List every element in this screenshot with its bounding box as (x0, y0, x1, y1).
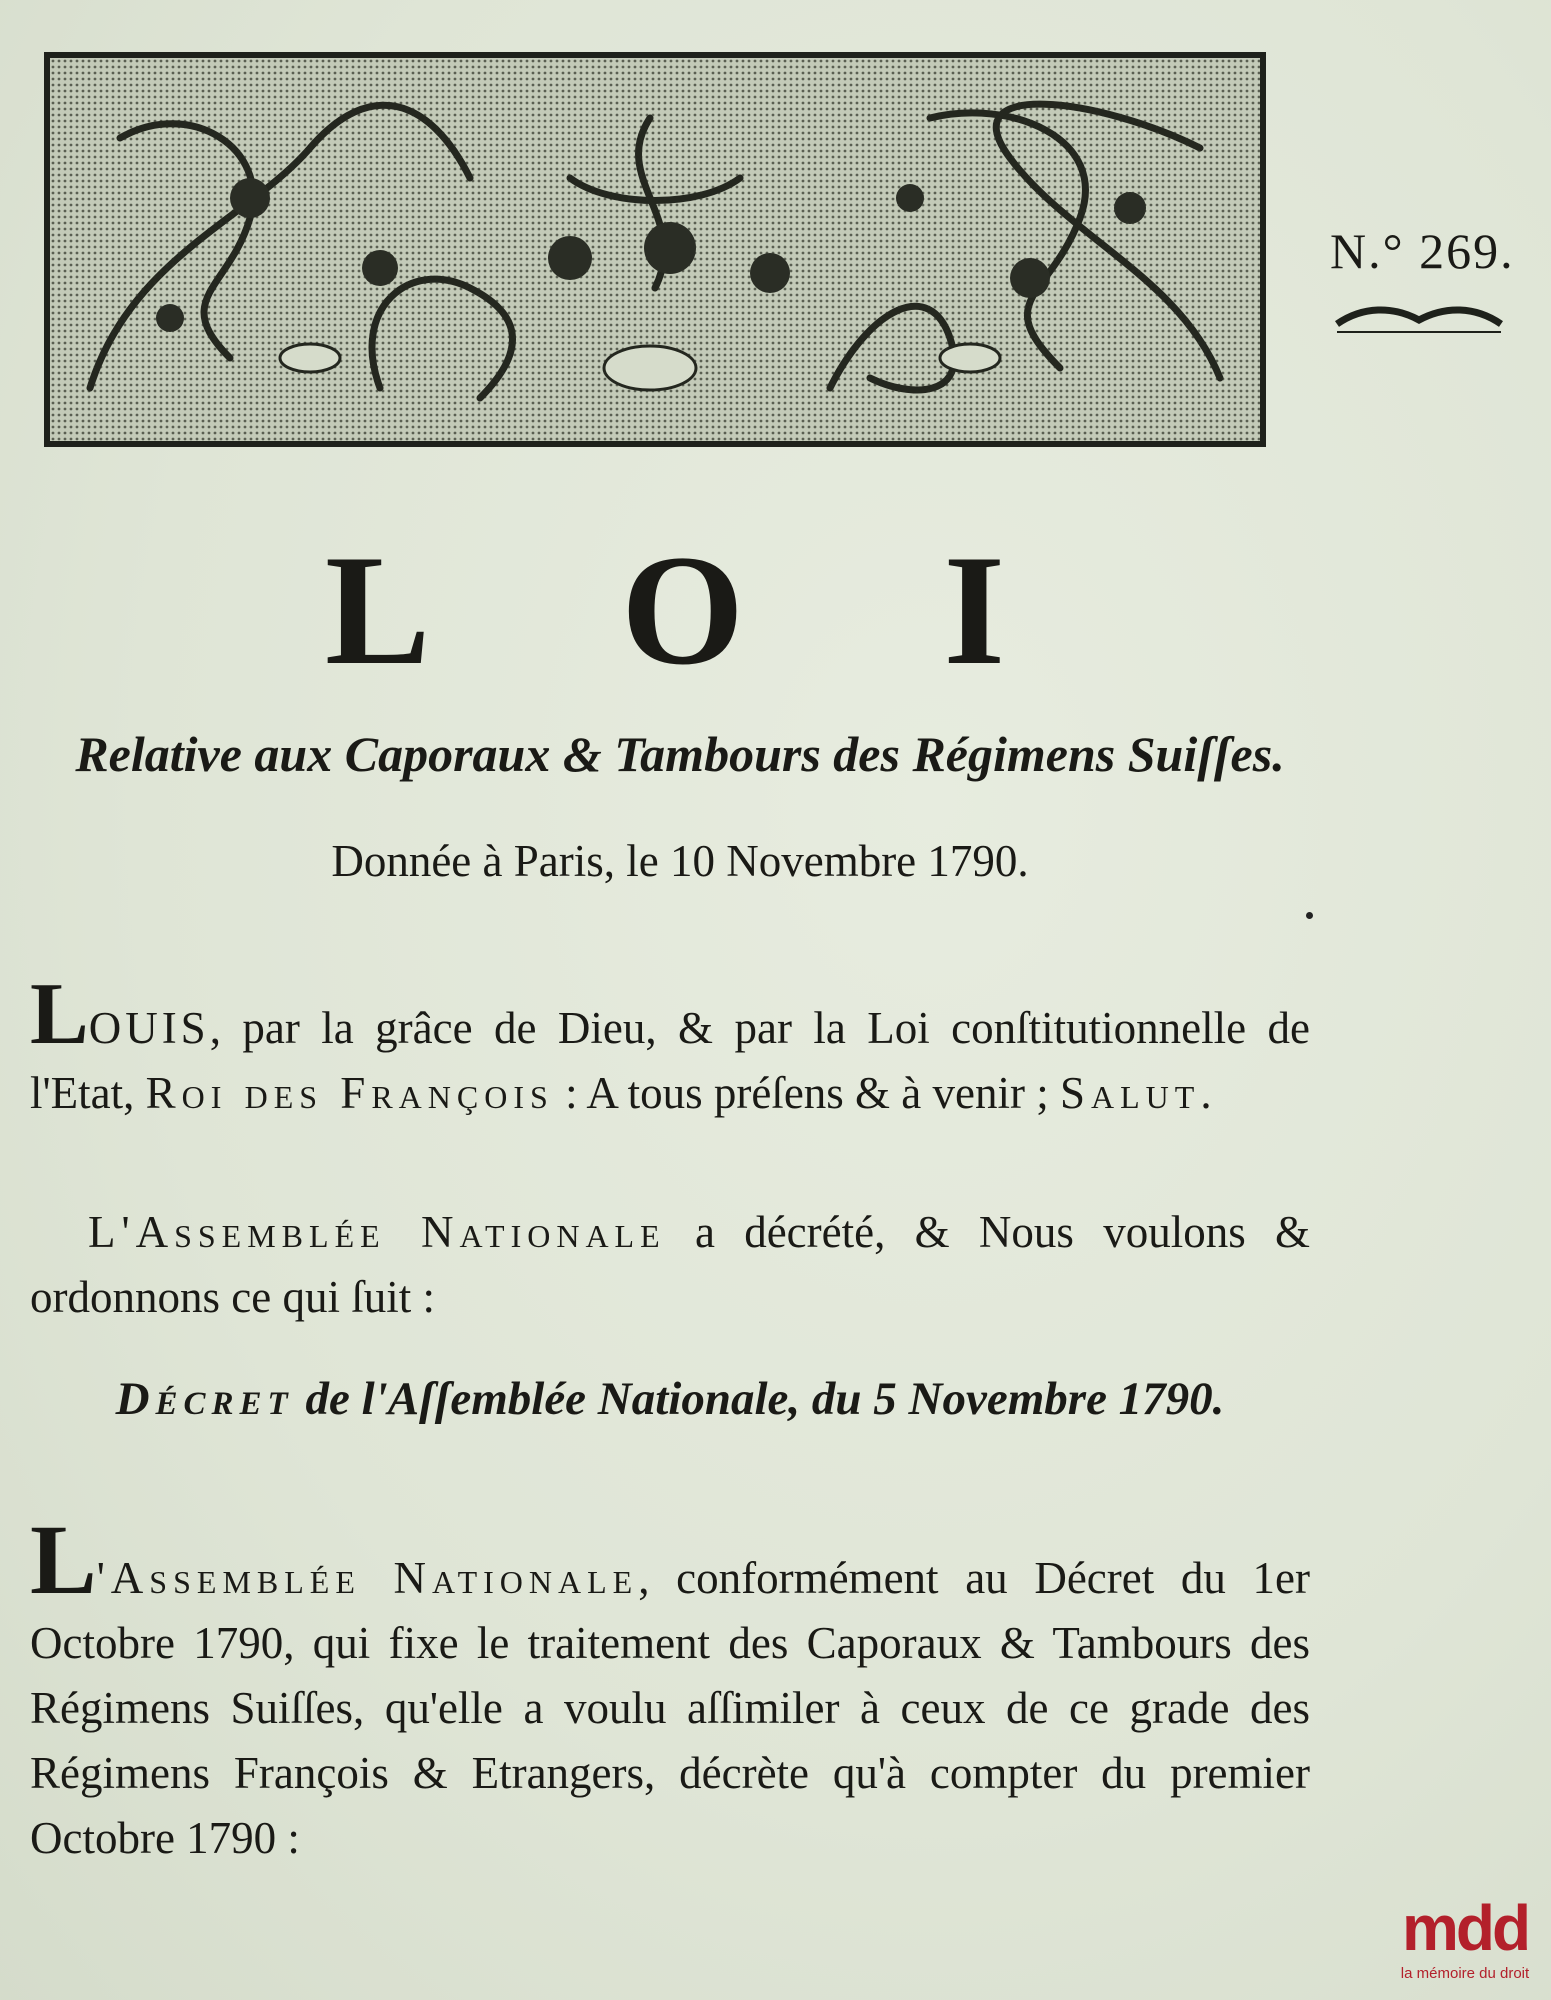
preamble-text: , par la grâce de Dieu, & par la Loi conſtitutionnelle de l'Etat, (30, 1003, 1310, 1118)
decree-heading (30, 1368, 1310, 1430)
preamble-lead: OUIS (88, 1003, 210, 1053)
dateline: Donnée à Paris, le 10 Novembre 1790. (331, 836, 1029, 886)
ink-speck (1306, 912, 1313, 919)
salut: Salut. (1060, 1068, 1218, 1118)
king-title: Roi des François (145, 1068, 554, 1118)
document-number: N.° 269. (1330, 223, 1515, 279)
drop-cap: L (30, 966, 89, 1063)
preamble-paragraph (30, 966, 1310, 1126)
mdd-logo (1385, 1893, 1545, 1997)
enactment-paragraph (30, 1200, 1310, 1330)
preamble-text-2: : A tous préſens & à venir ; (553, 1068, 1060, 1118)
decree-body (30, 1504, 1310, 1871)
enactment-text: a décrété, & Nous voulons & ordonnons ce qui ſuit : (30, 1207, 1311, 1322)
decree-heading-text: de l'Aſſemblée Nationale, du 5 Novembre 1790. (293, 1373, 1225, 1425)
drop-cap-2: L (30, 1504, 97, 1615)
page-title: L O I (324, 523, 1086, 698)
decree-body-text: , conformément au Décret du 1er Octobre 1790, qui fixe le traitement des Caporaux & Tambours des Régimens Suiſſes, qu'elle a voulu aſſimiler à ceux de ce grade des Régimens François & Etrangers, décrète qu'à compter du premier Octobre 1790 : (30, 1553, 1310, 1863)
logo-mark: mdd (1401, 1892, 1529, 1964)
assembly-name-2: 'Assemblée Nationale (96, 1553, 639, 1603)
logo-tagline: la mémoire du droit (1400, 1965, 1530, 1982)
flourish-icon (1333, 294, 1505, 338)
decree-word: Décret (115, 1373, 294, 1425)
assembly-name: L'Assemblée Nationale (88, 1207, 666, 1257)
ornamental-header-band (44, 52, 1266, 447)
subtitle: Relative aux Caporaux & Tambours des Régimens Suiſſes. (75, 726, 1285, 782)
floral-engraving-icon (50, 58, 1260, 441)
